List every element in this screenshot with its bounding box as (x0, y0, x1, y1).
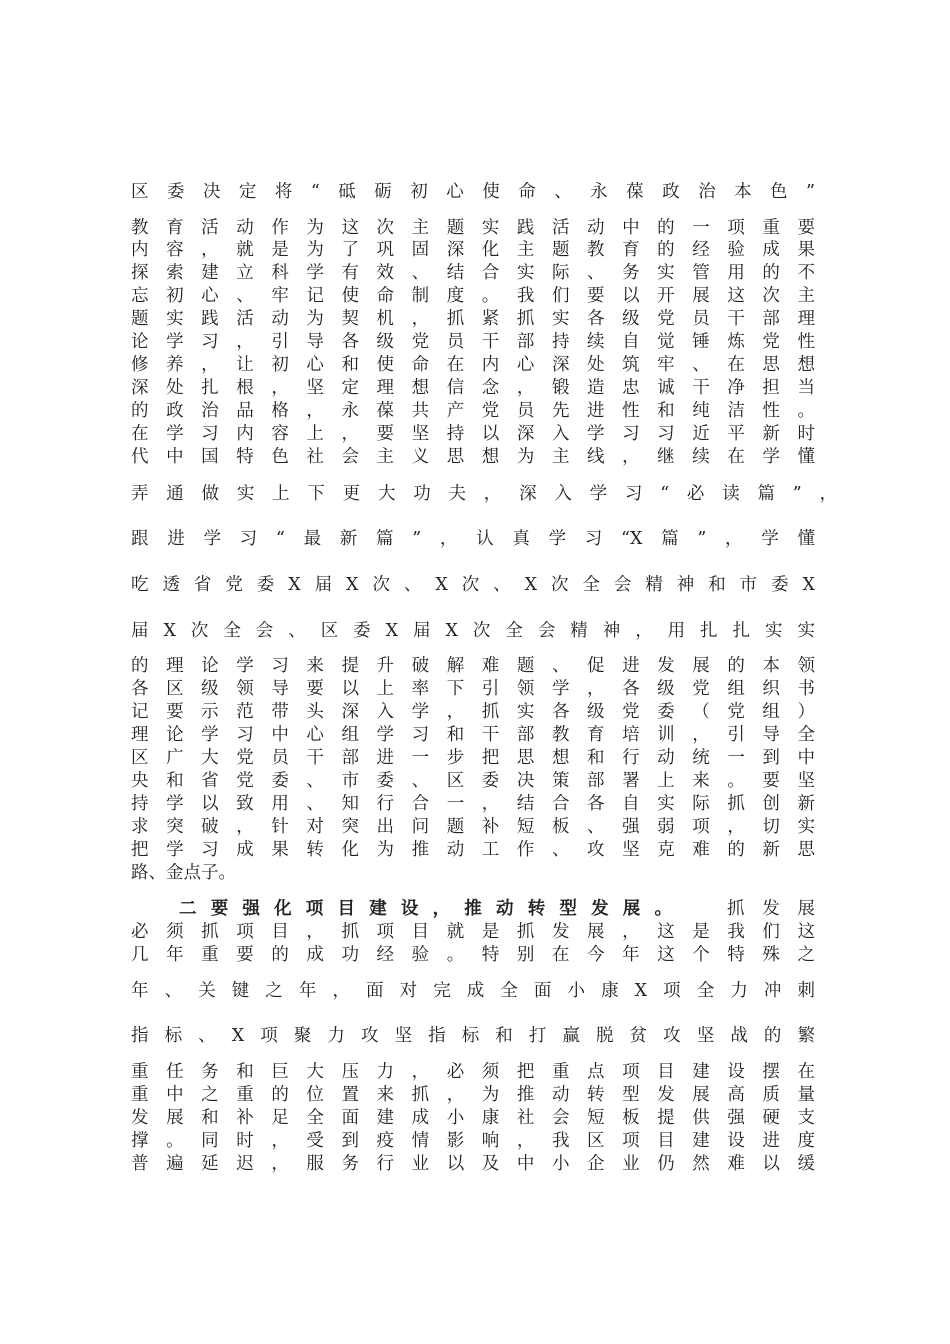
text-line: 内容，就是为了巩固深化主题教育的经验成果 (131, 240, 815, 260)
text-line: 抓发展 (727, 899, 815, 919)
text-line: 探索建立科学有效、结合实际、务实管用的不 (131, 263, 815, 283)
text-line: 吃透省党委X届X次、X次、X次全会精神和市委X (131, 575, 815, 595)
text-line: 求突破，针对突出问题补短板、强弱项，切实 (131, 817, 815, 837)
text-line: 的理论学习来提升破解难题、促进发展的本领 (131, 656, 815, 676)
text-line: 代中国特色社会主义思想为主线，继续在学懂 (131, 447, 815, 467)
text-line: 修养，让初心和使命在内心深处筑牢、在思想 (131, 355, 815, 375)
section-heading: 二要强化项目建设，推动转型发展。 (179, 899, 672, 919)
text-line: 重任务和巨大压力，必须把重点项目建设摆在 (131, 1062, 815, 1082)
text-line: 持学以致用、知行合一，结合各自实际抓创新 (131, 794, 815, 814)
text-line: 撑。同时，受到疫情影响，我区项目建设进度 (131, 1131, 815, 1151)
text-line: 弄通做实上下更大功夫，深入学习“必读篇”， (131, 484, 837, 504)
text-line: 在学习内容上，要坚持以深入学习习近平新时 (131, 424, 815, 444)
text-line: 忘初心、牢记使命制度。我们要以开展这次主 (131, 286, 815, 306)
text-line: 央和省党委、市委、区委决策部署上来。要坚 (131, 771, 815, 791)
text-line: 理论学习中心组学习和干部教育培训，引导全 (131, 725, 815, 745)
text-line: 发展和补足全面建成小康社会短板提供强硬支 (131, 1108, 815, 1128)
text-line: 必须抓项目，抓项目就是抓发展，这是我们这 (131, 922, 815, 942)
text-line: 届X次全会、区委X届X次全会精神，用扎扎实实 (131, 621, 815, 641)
text-line: 论学习，引导各级党员干部持续自觉锤炼党性 (131, 332, 815, 352)
text-line: 教育活动作为这次主题实践活动中的一项重要 (131, 218, 815, 238)
text-line: 指标、X项聚力攻坚指标和打赢脱贫攻坚战的繁 (131, 1026, 815, 1046)
text-line: 的政治品格，永葆共产党员先进性和纯洁性。 (131, 401, 815, 421)
text-line: 几年重要的成功经验。特别在今年这个特殊之 (131, 945, 815, 965)
text-line: 各区级领导要以上率下引领学，各级党组织书 (131, 679, 815, 699)
text-line: 跟进学习“最新篇”，认真学习“X篇”，学懂 (131, 529, 815, 549)
text-line: 记要示范带头深入学，抓实各级党委（党组） (131, 702, 815, 722)
text-line: 年、关键之年，面对完成全面小康X项全力冲刺 (131, 981, 815, 1001)
text-line: 区委决定将“砥砺初心使命、永葆政治本色” (131, 182, 815, 202)
text-line: 题实践活动为契机，抓紧抓实各级党员干部理 (131, 309, 815, 329)
text-line: 重中之重的位置来抓，为推动转型发展高质量 (131, 1085, 815, 1105)
text-line: 普遍延迟，服务行业以及中小企业仍然难以缓 (131, 1154, 815, 1174)
text-line: 把学习成果转化为推动工作、攻坚克难的新思 (131, 840, 815, 860)
text-line: 区广大党员干部进一步把思想和行动统一到中 (131, 748, 815, 768)
text-line: 深处扎根，坚定理想信念，锻造忠诚干净担当 (131, 378, 815, 398)
text-line: 路、金点子。 (131, 863, 236, 883)
